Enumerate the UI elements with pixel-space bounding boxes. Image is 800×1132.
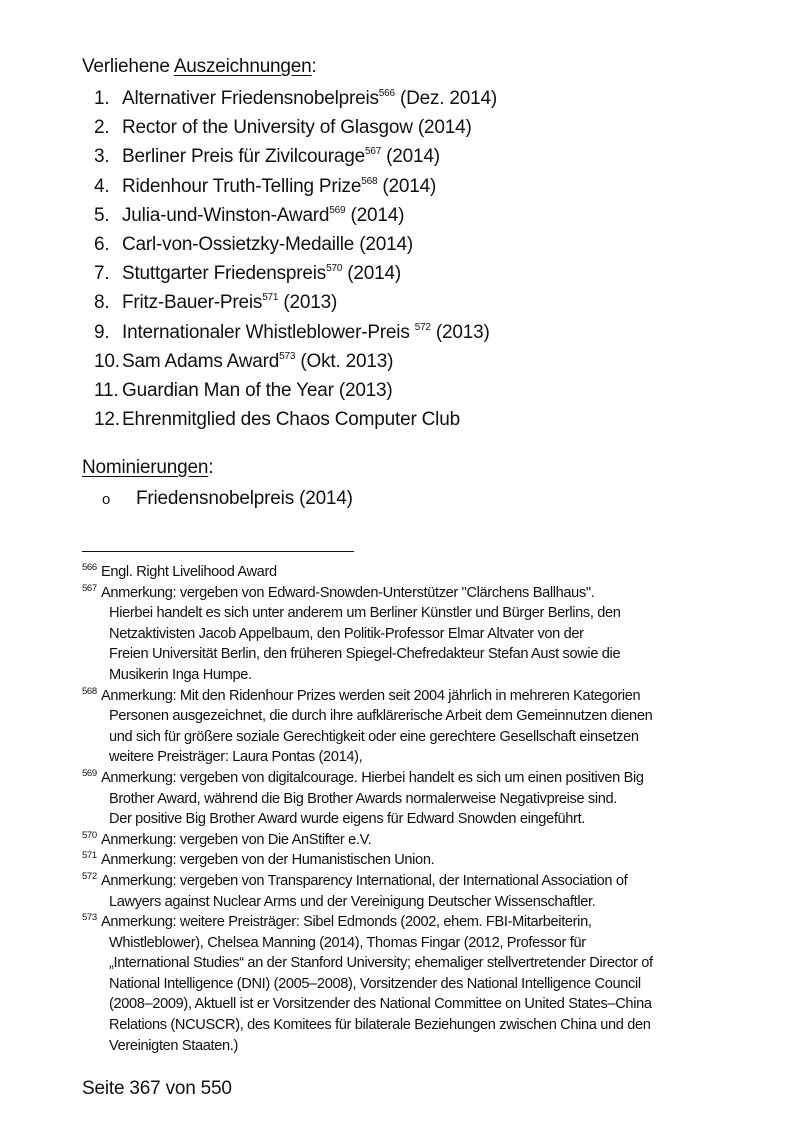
page-number: Seite 367 von 550 bbox=[82, 1078, 232, 1099]
award-item bbox=[94, 172, 497, 201]
footnote bbox=[82, 830, 762, 851]
award-date: (2014) bbox=[381, 146, 440, 168]
award-date: (2013) bbox=[278, 292, 338, 314]
footnote-line: Personen ausgezeichnet, die durch ihre aufklärerische Arbeit dem Gemeinnutzen dienen bbox=[109, 708, 653, 725]
footnote bbox=[82, 768, 762, 830]
nomination-item bbox=[102, 485, 353, 514]
footnote-separator bbox=[82, 551, 354, 552]
footnote-number: 571 bbox=[82, 850, 97, 862]
award-number: 8. bbox=[94, 292, 110, 314]
footnote bbox=[82, 562, 762, 583]
awards-heading-title: Auszeichnungen bbox=[173, 56, 312, 77]
footnote-line: Netzaktivisten Jacob Appelbaum, den Politik-Professor Elmar Altvater von der bbox=[109, 625, 584, 642]
footnote bbox=[82, 912, 762, 1056]
award-name: Alternativer Friedensnobelpreis bbox=[122, 88, 379, 109]
award-number: 11. bbox=[94, 379, 119, 401]
footnote-number: 568 bbox=[82, 685, 97, 697]
footnote-line: weitere Preisträger: Laura Pontas (2014), bbox=[109, 749, 363, 766]
footnote-line: Musikerin Inga Humpe. bbox=[109, 666, 252, 683]
bullet-icon: o bbox=[102, 491, 111, 508]
footnote-line: Anmerkung: vergeben von Die AnStifter e.V. bbox=[101, 831, 372, 848]
award-number: 4. bbox=[94, 175, 110, 197]
award-item bbox=[94, 376, 497, 405]
award-name: Berliner Preis für Zivilcourage bbox=[122, 146, 365, 168]
award-item bbox=[94, 405, 497, 434]
footnote bbox=[82, 871, 762, 912]
award-item bbox=[94, 288, 497, 317]
footnote-line: Freien Universität Berlin, den früheren Spiegel-Chefredakteur Stefan Aust sowie die bbox=[109, 646, 621, 663]
award-item bbox=[94, 259, 497, 288]
award-number: 1. bbox=[94, 88, 110, 109]
nomination-name: Friedensnobelpreis (2014) bbox=[136, 488, 353, 509]
award-date: (2014) bbox=[342, 263, 401, 285]
nominations-heading-title: Nominierungen bbox=[82, 457, 209, 478]
footnote-line: Anmerkung: vergeben von der Humanistischen Union. bbox=[101, 852, 435, 869]
footnote-reference: 568 bbox=[361, 175, 378, 187]
award-number: 5. bbox=[94, 204, 110, 226]
award-name: Julia-und-Winston-Award bbox=[122, 204, 330, 226]
footnote bbox=[82, 850, 762, 871]
footnotes bbox=[82, 562, 762, 1056]
award-item bbox=[94, 347, 497, 376]
award-name: Rector of the University of Glasgow (2014) bbox=[122, 117, 472, 139]
award-name: Sam Adams Award bbox=[122, 350, 280, 372]
award-date: (2013) bbox=[430, 321, 490, 343]
footnote-reference: 571 bbox=[262, 292, 279, 304]
footnote-line: Relations (NCUSCR), des Komitees für bilaterale Beziehungen zwischen China und den bbox=[109, 1017, 651, 1034]
award-date: (2014) bbox=[377, 175, 437, 197]
footnote-line: und sich für größere soziale Gerechtigkeit oder eine gerechtere Gesellschaft einsetzen bbox=[109, 728, 639, 745]
footnote-line: Hierbei handelt es sich unter anderem um Berliner Künstler und Bürger Berlins, den bbox=[109, 605, 621, 622]
footnote-number: 573 bbox=[82, 912, 97, 924]
nominations-heading bbox=[82, 457, 213, 479]
award-number: 10. bbox=[94, 350, 120, 372]
awards-heading-suffix: : bbox=[311, 56, 317, 77]
footnote-line: Engl. Right Livelihood Award bbox=[101, 564, 277, 580]
footnote-line: Vereinigten Staaten.) bbox=[109, 1037, 238, 1054]
footnote-number: 572 bbox=[82, 870, 97, 882]
award-number: 3. bbox=[94, 146, 110, 168]
award-number: 9. bbox=[94, 321, 110, 343]
footnote-line: Anmerkung: vergeben von digitalcourage. Hierbei handelt es sich um einen positiven Big bbox=[101, 769, 644, 786]
footnote-line: National Intelligence (DNI) (2005–2008), Vorsitzender des National Intelligence Council bbox=[109, 975, 641, 992]
footnote bbox=[82, 686, 762, 768]
award-name: Fritz-Bauer-Preis bbox=[122, 292, 263, 314]
awards-heading-prefix: Verliehene bbox=[82, 56, 170, 77]
award-item bbox=[94, 113, 497, 142]
award-name: Ehrenmitglied des Chaos Computer Club bbox=[122, 409, 460, 431]
footnote-line: Anmerkung: vergeben von Edward-Snowden-Unterstützer "Clärchens Ballhaus". bbox=[101, 584, 595, 601]
nominations-heading-suffix: : bbox=[208, 457, 214, 478]
footnote-reference: 569 bbox=[329, 204, 346, 216]
footnote-line: Anmerkung: vergeben von Transparency International, der International Association of bbox=[101, 872, 628, 889]
footnote-reference: 572 bbox=[414, 321, 431, 333]
footnote-line: Anmerkung: Mit den Ridenhour Prizes werden seit 2004 jährlich in mehreren Kategorien bbox=[101, 687, 641, 704]
footnote-line: Lawyers against Nuclear Arms und der Vereinigung Deutscher Wissenschaftler. bbox=[109, 893, 596, 910]
award-item bbox=[94, 230, 497, 259]
award-date: (Okt. 2013) bbox=[295, 350, 394, 372]
footnote-reference: 567 bbox=[365, 146, 382, 158]
footnote-number: 566 bbox=[82, 562, 97, 573]
award-name: Stuttgarter Friedenspreis bbox=[122, 263, 327, 285]
footnote-line: Der positive Big Brother Award wurde eigens für Edward Snowden eingeführt. bbox=[109, 811, 585, 828]
awards-heading bbox=[82, 56, 317, 78]
award-number: 12. bbox=[94, 409, 120, 431]
footnote-reference: 570 bbox=[326, 263, 343, 275]
footnote-reference: 566 bbox=[378, 88, 395, 99]
footnote-line: „International Studies“ an der Stanford University; ehemaliger stellvertretender Director of bbox=[109, 955, 653, 972]
nominations-list bbox=[102, 485, 353, 514]
award-number: 6. bbox=[94, 233, 110, 255]
award-date: (2014) bbox=[345, 204, 405, 226]
footnote-line: (2008–2009), Aktuell ist er Vorsitzender des National Committee on United States–China bbox=[109, 996, 652, 1013]
footnote-number: 569 bbox=[82, 767, 97, 779]
award-name: Internationaler Whistleblower-Preis bbox=[122, 321, 415, 343]
award-number: 2. bbox=[94, 117, 110, 139]
footnote-line: Brother Award, während die Big Brother Awards normalerweise Negativpreise sind. bbox=[109, 790, 618, 807]
award-name: Guardian Man of the Year (2013) bbox=[122, 379, 393, 401]
award-item bbox=[94, 84, 497, 113]
award-name: Ridenhour Truth-Telling Prize bbox=[122, 175, 362, 197]
award-item bbox=[94, 201, 497, 230]
award-name: Carl-von-Ossietzky-Medaille (2014) bbox=[122, 233, 413, 255]
footnote bbox=[82, 583, 762, 686]
footnote-reference: 573 bbox=[279, 350, 296, 362]
footnote-line: Whistleblower), Chelsea Manning (2014), Thomas Fingar (2012, Professor für bbox=[109, 934, 586, 951]
footnote-number: 570 bbox=[82, 829, 97, 841]
award-item bbox=[94, 318, 497, 347]
award-item bbox=[94, 142, 497, 171]
award-number: 7. bbox=[94, 263, 110, 285]
footnote-number: 567 bbox=[82, 582, 97, 594]
award-date: (Dez. 2014) bbox=[394, 88, 498, 109]
footnote-line: Anmerkung: weitere Preisträger: Sibel Edmonds (2002, ehem. FBI-Mitarbeiterin, bbox=[101, 914, 592, 931]
awards-list bbox=[94, 84, 497, 434]
